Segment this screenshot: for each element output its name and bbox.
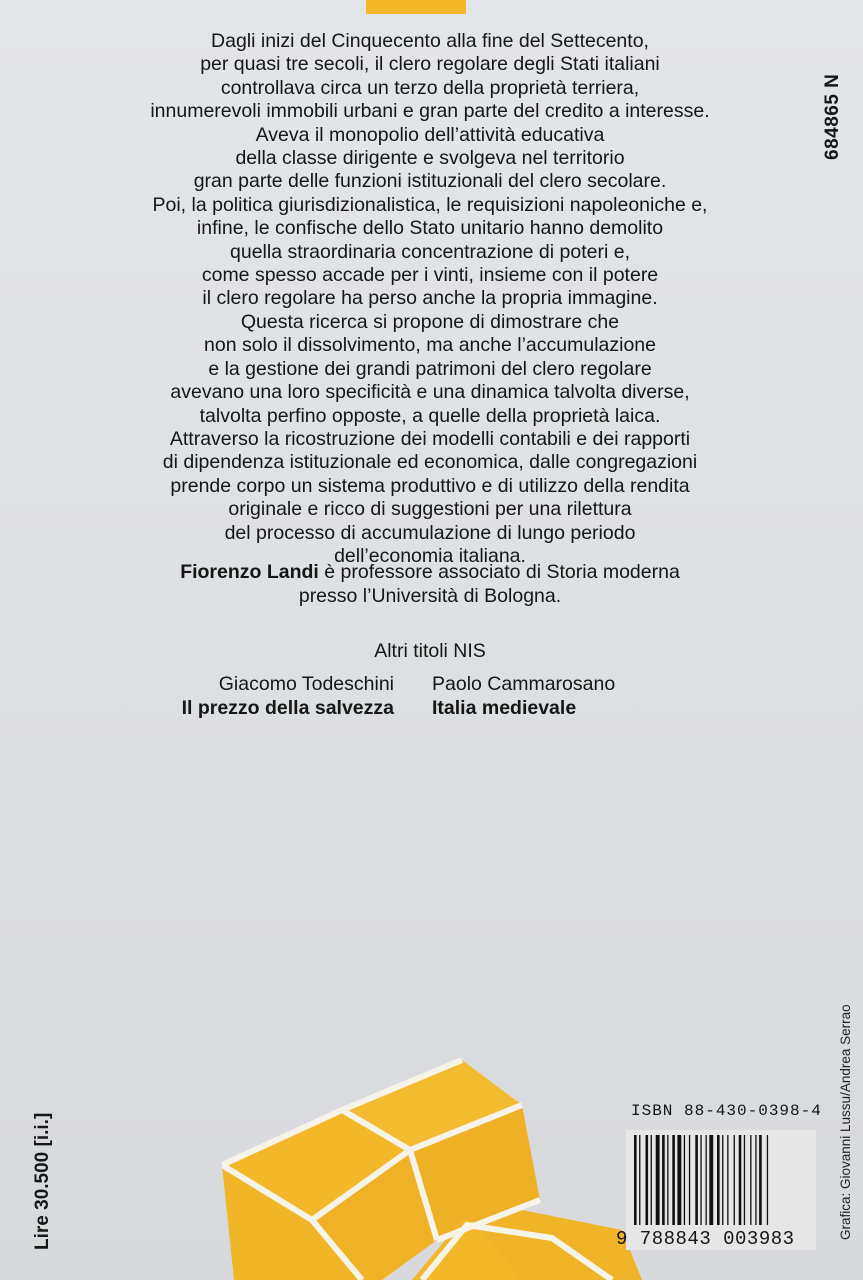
blurb-line: controllava circa un terzo della proprietà terriera, xyxy=(220,76,640,99)
blurb-line: Poi, la politica giurisdizionalistica, le requisizioni napoleoniche e, xyxy=(152,193,708,216)
barcode-bar xyxy=(672,1135,675,1225)
blurb-line: come spesso accade per i vinti, insieme con il potere xyxy=(201,264,659,287)
barcode-bar xyxy=(651,1135,652,1225)
barcode-bar xyxy=(734,1135,735,1225)
barcode-bar xyxy=(689,1135,690,1225)
author-bio xyxy=(90,560,770,608)
barcode-bar xyxy=(739,1135,742,1225)
barcode-bar xyxy=(639,1135,640,1225)
blurb-line: dell’economia italiana. xyxy=(334,544,526,567)
barcode-bar xyxy=(662,1135,665,1225)
blurb-line: talvolta perfino opposte, a quelle della proprietà laica. xyxy=(199,404,661,427)
blurb-line: e la gestione dei grandi patrimoni del clero regolare xyxy=(208,357,652,380)
other-title-right xyxy=(432,672,692,720)
other-titles-heading: Altri titoli NIS xyxy=(374,640,486,662)
blurb-line: del processo di accumulazione di lungo periodo xyxy=(224,521,636,544)
other-title-author: Giacomo Todeschini xyxy=(218,673,394,695)
blurb-line: originale e ricco di suggestioni per una rilettura xyxy=(228,498,632,521)
blurb-line: per quasi tre secoli, il clero regolare degli Stati italiani xyxy=(200,53,660,76)
blurb-line: Dagli inizi del Cinquecento alla fine del Settecento, xyxy=(211,30,649,52)
author-name: Fiorenzo Landi xyxy=(180,561,319,583)
barcode-bar xyxy=(695,1135,698,1225)
blurb-line: Aveva il monopolio dell’attività educativa xyxy=(255,123,605,146)
other-title-book: Il prezzo della salvezza xyxy=(181,697,394,719)
catalog-code: 684865 N xyxy=(822,73,843,160)
blurb-line: innumerevoli immobili urbani e gran parte del credito a interesse. xyxy=(150,100,710,123)
barcode-bar xyxy=(700,1135,701,1225)
barcode-bar xyxy=(709,1135,713,1225)
blurb-line: Attraverso la ricostruzione dei modelli contabili e dei rapporti xyxy=(169,427,691,450)
blurb-line: non solo il dissolvimento, ma anche l’accumulazione xyxy=(204,334,656,357)
barcode-bar xyxy=(727,1135,728,1225)
other-title-left xyxy=(120,672,394,720)
blurb-text xyxy=(90,30,770,568)
blurb-line: di dipendenza istituzionale ed economica, dalle congregazioni xyxy=(162,451,698,474)
isbn-label: ISBN 88-430-0398-4 xyxy=(631,1102,822,1120)
barcode-bar xyxy=(706,1135,707,1225)
barcode-bar xyxy=(677,1135,681,1225)
barcode-bar xyxy=(755,1135,756,1225)
blurb-line: avevano una loro specificità e una dinamica talvolta diverse, xyxy=(170,381,690,404)
barcode-number: 9 788843 003983 xyxy=(616,1228,795,1250)
barcode-bar xyxy=(744,1135,745,1225)
other-title-book: Italia medievale xyxy=(432,697,577,719)
barcode-bar xyxy=(646,1135,649,1225)
blurb-line: prende corpo un sistema produttivo e di utilizzo della rendita xyxy=(170,474,690,497)
blurb-line: il clero regolare ha perso anche la propria immagine. xyxy=(202,287,658,310)
blurb-line: Questa ricerca si propone di dimostrare che xyxy=(240,310,620,333)
barcode xyxy=(634,1135,808,1225)
author-bio-line2: presso l’Università di Bologna. xyxy=(298,585,562,607)
yellow-tab-top xyxy=(366,0,466,14)
barcode-bar xyxy=(634,1135,637,1225)
barcode-bar xyxy=(722,1135,723,1225)
author-bio-line1: è professore associato di Storia moderna xyxy=(318,561,680,583)
barcode-bar xyxy=(684,1135,685,1225)
blurb-line: della classe dirigente e svolgeva nel territorio xyxy=(235,147,625,170)
barcode-bar xyxy=(767,1135,768,1225)
blurb-line: gran parte delle funzioni istituzionali del clero secolare. xyxy=(193,170,667,193)
cube-logo-graphic xyxy=(222,1050,642,1280)
blurb-line: quella straordinaria concentrazione di poteri e, xyxy=(230,240,630,263)
barcode-bar xyxy=(750,1135,751,1225)
other-title-author: Paolo Cammarosano xyxy=(432,673,616,695)
barcode-bar xyxy=(759,1135,762,1225)
barcode-bar xyxy=(656,1135,660,1225)
barcode-bar xyxy=(717,1135,720,1225)
price-label: Lire 30.500 [i.i.] xyxy=(32,1112,53,1250)
blurb-line: infine, le confische dello Stato unitario hanno demolito xyxy=(196,217,664,240)
design-credit: Grafica: Giovanni Lussu/Andrea Serrao xyxy=(838,1004,853,1240)
barcode-bar xyxy=(667,1135,668,1225)
